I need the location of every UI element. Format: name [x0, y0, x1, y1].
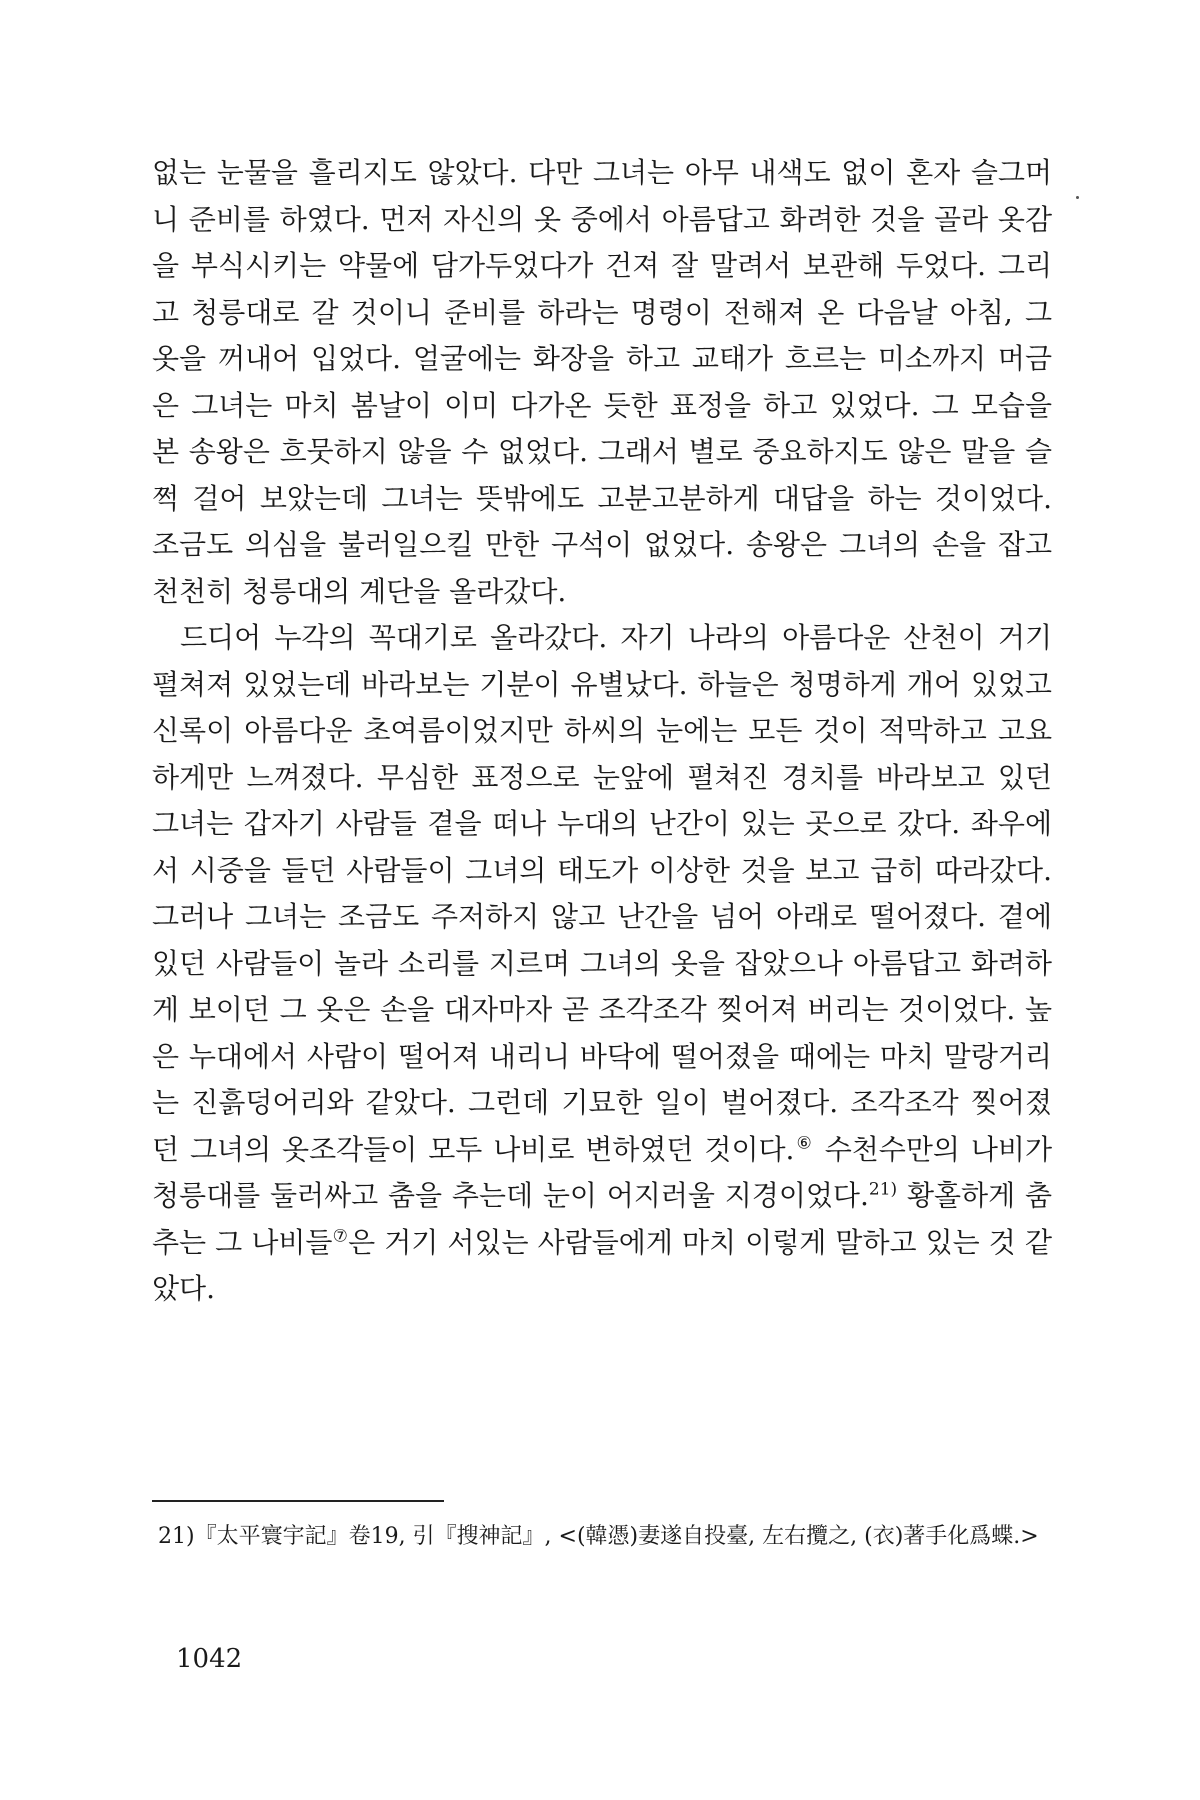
- paragraph-2-part-1: 드디어 누각의 꼭대기로 올라갔다. 자기 나라의 아름다운 산천이 거기 펼쳐져 있었는데 바라보는 기분이 유별났다. 하늘은 청명하게 개어 있었고 신록이 아름다운 초여름이었지만 하씨의 눈에는 모든 것이 적막하고 고요하게만 느껴졌다. 무심한 표정으로 눈앞에 펼쳐진 경치를 바라보고 있던 그녀는 갑자기 사람들 곁을 떠나 누대의 난간이 있는 곳으로 갔다. 좌우에서 시중을 들던 사람들이 그녀의 태도가 이상한 것을 보고 급히 따라갔다. 그러나 그녀는 조금도 주저하지 않고 난간을 넘어 아래로 떨어졌다. 곁에 있던 사람들이 놀라 소리를 지르며 그녀의 옷을 잡았으나 아름답고 화려하게 보이던 그 옷은 손을 대자마자 곧 조각조각 찢어져 버리는 것이었다. 높은 누대에서 사람이 떨어져 내리니 바닥에 떨어졌을 때에는 마치 말랑거리는 진흙덩어리와 같았다. 그런데 기묘한 일이 벌어졌다. 조각조각 찢어졌던 그녀의 옷조각들이 모두 나비로 변하였던 것이다.: [152, 621, 1052, 1166]
- scan-speck: [1076, 196, 1079, 199]
- paragraph-2: [152, 615, 1052, 1313]
- page-number: 1042: [176, 1644, 243, 1674]
- footnote-ref-21: 21): [868, 1179, 898, 1200]
- paragraph-2-part-4: 은 거기 서있는 사람들에게 마치 이렇게 말하고 있는 것 같았다.: [152, 1225, 1052, 1305]
- reference-marker-7: ⑦: [332, 1226, 349, 1247]
- body-text: [152, 150, 1052, 1313]
- footnote-divider: [152, 1500, 444, 1502]
- paragraph-2-part-3: 황홀하게 춤추는 그 나비들: [152, 1179, 1052, 1259]
- footnote-21: 21)『太平寰宇記』卷19, 引『搜神記』, <(韓憑)妻遂自投臺, 左右攬之, (衣)著手化爲蝶.>: [158, 1524, 1039, 1549]
- paragraph-2-part-2: 수천수만의 나비가 청릉대를 둘러싸고 춤을 추는데 눈이 어지러울 지경이었다.: [152, 1132, 1052, 1212]
- reference-marker-6: ⑥: [794, 1133, 814, 1154]
- paragraph-1: 없는 눈물을 흘리지도 않았다. 다만 그녀는 아무 내색도 없이 혼자 슬그머니 준비를 하였다. 먼저 자신의 옷 중에서 아름답고 화려한 것을 골라 옷감을 부식시키는 약물에 담가두었다가 건져 잘 말려서 보관해 두었다. 그리고 청릉대로 갈 것이니 준비를 하라는 명령이 전해져 온 다음날 아침, 그 옷을 꺼내어 입었다. 얼굴에는 화장을 하고 교태가 흐르는 미소까지 머금은 그녀는 마치 봄날이 이미 다가온 듯한 표정을 하고 있었다. 그 모습을 본 송왕은 흐뭇하지 않을 수 없었다. 그래서 별로 중요하지도 않은 말을 슬쩍 걸어 보았는데 그녀는 뜻밖에도 고분고분하게 대답을 하는 것이었다. 조금도 의심을 불러일으킬 만한 구석이 없었다. 송왕은 그녀의 손을 잡고 천천히 청릉대의 계단을 올라갔다.: [152, 156, 1052, 608]
